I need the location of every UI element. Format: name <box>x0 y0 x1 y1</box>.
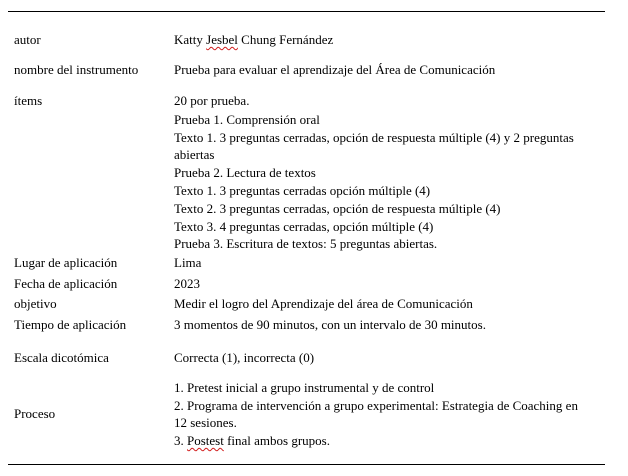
autor-value-rest: Chung Fernández <box>237 32 334 47</box>
items-line: Texto 3. 4 preguntas cerradas, opción múltiple (4) <box>174 219 434 234</box>
proceso-label: Proceso <box>14 406 56 421</box>
items-line: Prueba 1. Comprensión oral <box>174 112 320 127</box>
instrumento-value: Prueba para evaluar el aprendizaje del Área de Comunicación <box>174 62 496 77</box>
escala-value: Correcta (1), incorrecta (0) <box>174 350 315 365</box>
lugar-label: Lugar de aplicación <box>14 255 118 270</box>
lugar-value: Lima <box>174 255 202 270</box>
items-label: ítems <box>14 93 43 108</box>
proceso-last-rest: final ambos grupos. <box>223 433 330 448</box>
items-line: 20 por prueba. <box>174 93 250 108</box>
objetivo-value: Medir el logro del Aprendizaje del área de Comunicación <box>174 296 473 311</box>
autor-value-first: Katty <box>174 32 207 47</box>
proceso-last-misspelled: Postest <box>187 433 224 448</box>
proceso-line: 2. Programa de intervención a grupo experimental: Estrategia de Coaching en 12 sesiones. <box>174 398 578 430</box>
items-line: Texto 1. 3 preguntas cerradas opción múltiple (4) <box>174 183 431 198</box>
proceso-line: 1. Pretest inicial a grupo instrumental y de control <box>174 380 435 395</box>
autor-value <box>174 31 333 48</box>
proceso-line-last <box>174 432 330 449</box>
items-line: Prueba 2. Lectura de textos <box>174 165 316 180</box>
tiempo-value: 3 momentos de 90 minutos, con un intervalo de 30 minutos. <box>174 317 486 332</box>
items-line: Texto 2. 3 preguntas cerradas, opción de respuesta múltiple (4) <box>174 201 501 216</box>
items-line: Texto 1. 3 preguntas cerradas, opción de respuesta múltiple (4) y 2 preguntas abiertas <box>174 130 574 162</box>
fecha-value: 2023 <box>174 276 200 291</box>
fecha-label: Fecha de aplicación <box>14 276 118 291</box>
table-top-border <box>8 11 605 12</box>
autor-value-misspelled: Jesbel <box>206 32 238 47</box>
instrumento-label: nombre del instrumento <box>14 62 139 77</box>
objetivo-label: objetivo <box>14 296 57 311</box>
proceso-last-prefix: 3. <box>174 433 187 448</box>
autor-label: autor <box>14 32 41 47</box>
escala-label: Escala dicotómica <box>14 350 109 365</box>
items-line: Prueba 3. Escritura de textos: 5 preguntas abiertas. <box>174 236 438 251</box>
table-bottom-border <box>8 464 605 465</box>
tiempo-label: Tiempo de aplicación <box>14 317 127 332</box>
